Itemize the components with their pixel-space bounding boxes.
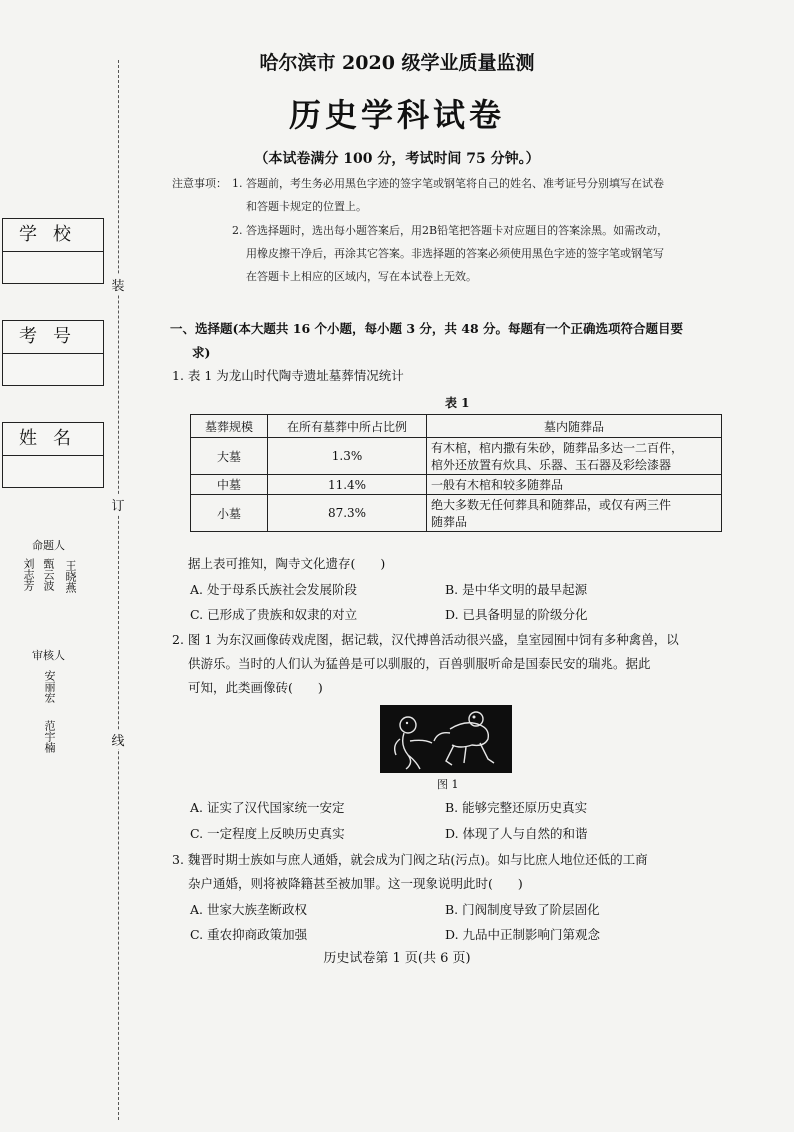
q2-line2: 供游乐。当时的人们认为猛兽是可以驯服的，百兽驯服听命是国泰民安的瑞兆。据此 xyxy=(188,656,651,671)
q1-option-d[interactable]: D. 已具备明显的阶级分化 xyxy=(445,607,588,622)
q2-option-b[interactable]: B. 能够完整还原历史真实 xyxy=(445,800,588,815)
q3-option-c[interactable]: C. 重农抑商政策加强 xyxy=(190,927,308,942)
school-field[interactable] xyxy=(3,252,103,283)
section-heading-line1: 一、选择题(本大题共 16 个小题，每小题 3 分，共 48 分。每题有一个正确选项符合题目要 xyxy=(170,321,684,336)
table-cell: 大墓 xyxy=(191,438,268,475)
section-heading xyxy=(170,317,750,365)
table-row xyxy=(191,475,722,495)
exam-number-field[interactable] xyxy=(3,354,103,385)
binding-mark-zhuang: 装 xyxy=(109,275,127,294)
author-2: 甄云波 xyxy=(42,558,55,591)
table-cell-line: 随葬品 xyxy=(431,515,468,529)
q1-table-caption: 表 1 xyxy=(445,396,470,410)
notes-item2 xyxy=(232,219,752,288)
reviewer-label: 审核人 xyxy=(32,649,65,662)
name-field[interactable] xyxy=(3,456,103,487)
q3-option-d[interactable]: D. 九品中正制影响门第观念 xyxy=(445,927,601,942)
table-cell: 中墓 xyxy=(191,475,268,495)
q3-stem xyxy=(172,848,752,896)
school-label: 学校 xyxy=(3,219,103,252)
binding-mark-ding: 订 xyxy=(109,495,127,514)
tiger-relief-drawing xyxy=(380,705,512,773)
page-footer: 历史试卷第 1 页(共 6 页) xyxy=(323,951,471,966)
table-header-row xyxy=(191,415,722,438)
notes-item1-line2: 和答题卡规定的位置上。 xyxy=(246,200,367,213)
notes-item1 xyxy=(232,172,752,218)
notes-item1-line1: 1. 答题前，考生务必用黑色字迹的签字笔或钢笔将自己的姓名、准考证号分别填写在试卷 xyxy=(232,177,664,190)
author-3: 王晓燕 xyxy=(64,560,77,593)
figure-caption: 图 1 xyxy=(437,778,459,791)
table-cell-line: 绝大多数无任何葬具和随葬品，或仅有两三件 xyxy=(431,498,672,512)
table-header: 在所有墓葬中所占比例 xyxy=(268,415,427,438)
q1-stem: 1. 表 1 为龙山时代陶寺遗址墓葬情况统计 xyxy=(172,368,404,383)
notes-item2-line2: 用橡皮擦干净后，再涂其它答案。非选择题的答案必须使用黑色字迹的签字笔或钢笔写 xyxy=(246,247,664,260)
table-row xyxy=(191,495,722,532)
tiger-relief-image xyxy=(380,705,512,773)
table-cell: 1.3% xyxy=(268,438,427,475)
q2-option-c[interactable]: C. 一定程度上反映历史真实 xyxy=(190,826,345,841)
table-cell: 小墓 xyxy=(191,495,268,532)
q1-option-c[interactable]: C. 已形成了贵族和奴隶的对立 xyxy=(190,607,358,622)
exam-number-label: 考号 xyxy=(3,321,103,354)
exam-title: 哈尔滨市 2020 级学业质量监测 xyxy=(259,52,535,74)
q1-question: 据上表可推知，陶寺文化遗存( ) xyxy=(188,556,386,571)
name-label: 姓名 xyxy=(3,423,103,456)
subject-title: 历史学科试卷 xyxy=(288,96,505,134)
table-cell-line: 有木棺，棺内撒有朱砂，随葬品多达一二百件， xyxy=(431,441,684,455)
table-header: 墓内随葬品 xyxy=(427,415,722,438)
q1-option-a[interactable]: A. 处于母系氏族社会发展阶段 xyxy=(190,582,357,597)
table-cell: 一般有木棺和较多随葬品 xyxy=(427,475,722,495)
table-cell-line: 棺外还放置有炊具、乐器、玉石器及彩绘漆器 xyxy=(431,458,672,472)
exam-info: （本试卷满分 100 分，考试时间 75 分钟。） xyxy=(254,151,540,167)
q2-line1: 2. 图 1 为东汉画像砖戏虎图，据记载，汉代搏兽活动很兴盛，皇室园囿中饲有多种禽兽，以 xyxy=(172,632,679,647)
q3-option-b[interactable]: B. 门阀制度导致了阶层固化 xyxy=(445,902,600,917)
table-cell: 11.4% xyxy=(268,475,427,495)
exam-number-box xyxy=(2,320,104,386)
q3-line2: 杂户通婚，则将被降籍甚至被加罪。这一现象说明此时( ) xyxy=(188,876,523,891)
q2-option-d[interactable]: D. 体现了人与自然的和谐 xyxy=(445,826,588,841)
notes-item2-line3: 在答题卡上相应的区域内，写在本试卷上无效。 xyxy=(246,270,477,283)
q1-option-b[interactable]: B. 是中华文明的最早起源 xyxy=(445,582,588,597)
q3-line1: 3. 魏晋时期士族如与庶人通婚，就会成为门阀之玷(污点)。如与比庶人地位还低的工商 xyxy=(172,852,648,867)
school-box xyxy=(2,218,104,284)
table-cell xyxy=(427,495,722,532)
reviewer-1: 安丽宏 xyxy=(43,670,56,703)
q1-table xyxy=(190,414,722,532)
name-box xyxy=(2,422,104,488)
notes-item2-line1: 2. 答选择题时，选出每小题答案后，用2B铅笔把答题卡对应题目的答案涂黑。如需改动， xyxy=(232,224,669,237)
author-1: 刘志芳 xyxy=(22,558,35,591)
table-row xyxy=(191,438,722,475)
q2-line3: 可知，此类画像砖( ) xyxy=(188,680,323,695)
binding-mark-xian: 线 xyxy=(109,730,127,749)
q3-option-a[interactable]: A. 世家大族垄断政权 xyxy=(190,902,307,917)
author-label: 命题人 xyxy=(32,539,65,552)
reviewer-2: 范宇楠 xyxy=(43,720,56,753)
table-header: 墓葬规模 xyxy=(191,415,268,438)
q2-stem xyxy=(172,628,752,700)
notes-label: 注意事项： xyxy=(172,177,227,190)
section-heading-line2: 求) xyxy=(192,345,211,360)
table-cell: 87.3% xyxy=(268,495,427,532)
table-cell xyxy=(427,438,722,475)
q2-option-a[interactable]: A. 证实了汉代国家统一安定 xyxy=(190,800,345,815)
